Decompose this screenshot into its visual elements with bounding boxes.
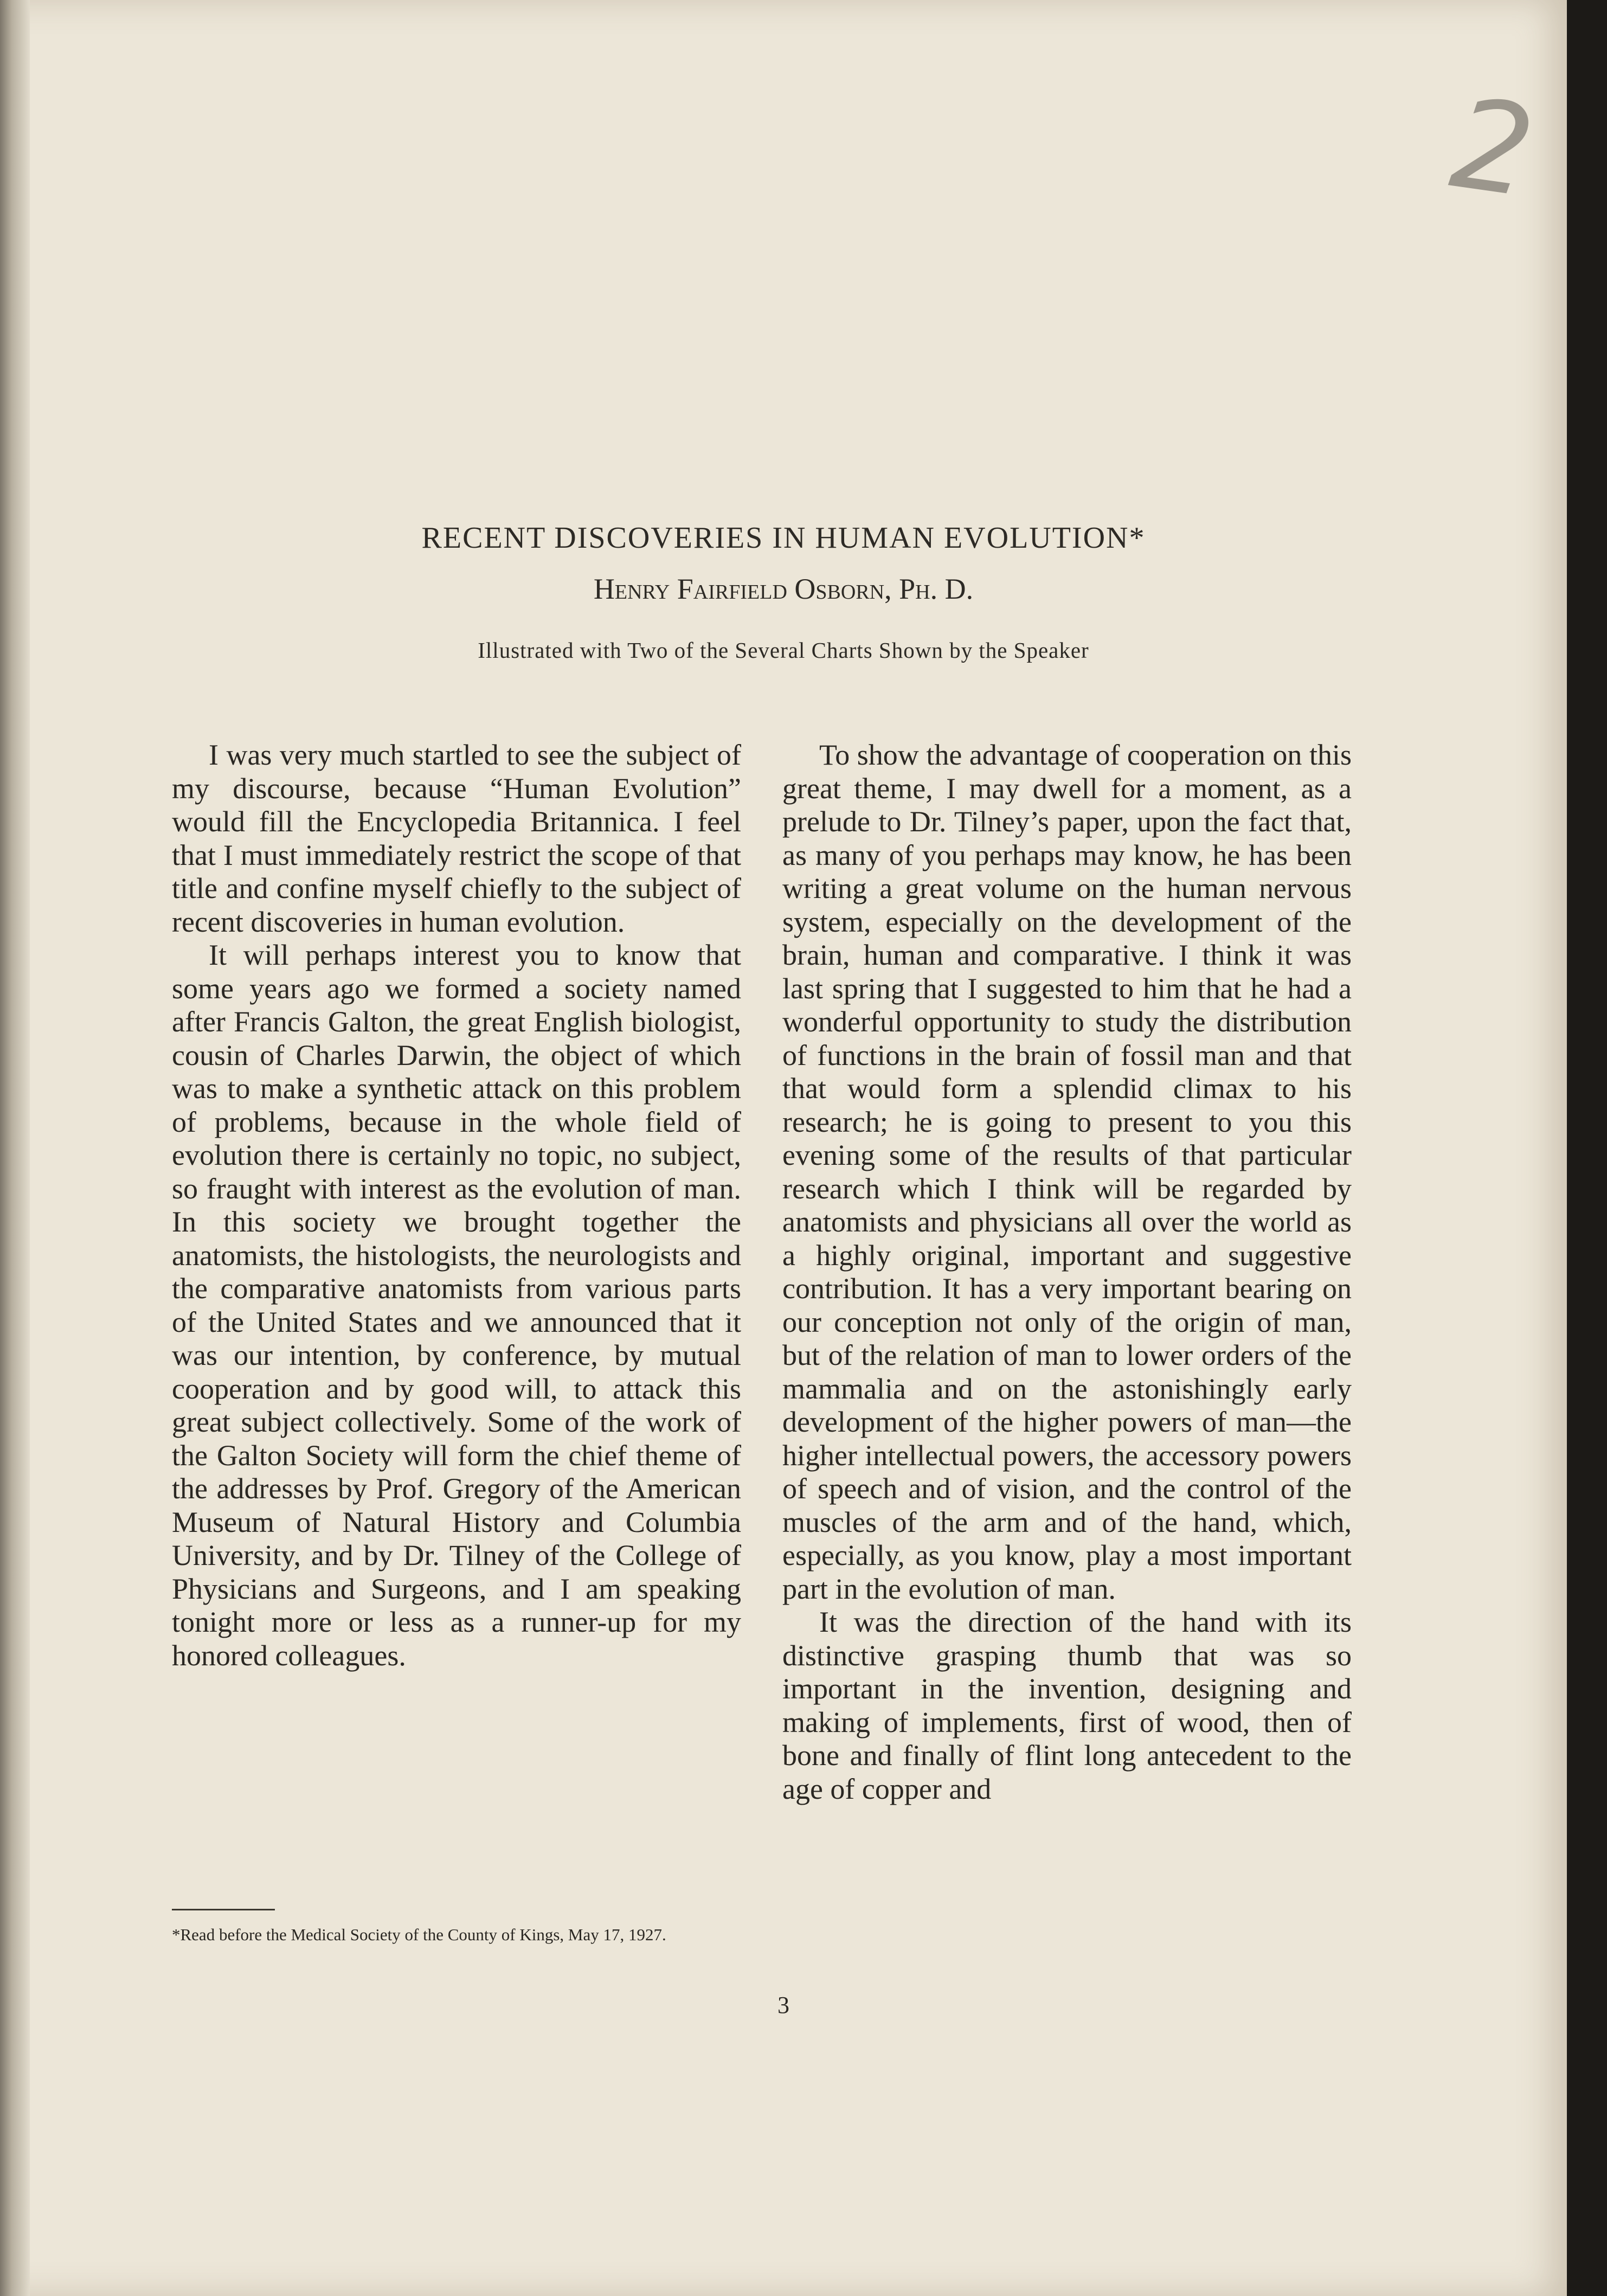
page-number: 3 [777, 1992, 789, 2018]
paragraph: It was the direction of the hand with its distinctive grasping thumb that was so important in the invention, designing and making of implements, first of wood, then of bone and finally of flint long antecedent to the age of copper and [782, 1606, 1352, 1805]
pencil-page-mark: 2 [1443, 71, 1542, 226]
left-text-column [172, 739, 741, 1672]
paragraph: It will perhaps interest you to know that some years ago we formed a society named after Francis Galton, the great English biologist, cousin of Charles Darwin, the object of which was to make a synthetic attack on this problem of problems, because in the whole field of evolution there is certainly no topic, no subject, so fraught with interest as the evolution of man. In this society we brought together the anatomists, the histologists, the neurologists and the comparative anatomists from various parts of the United States and we announced that it was our intention, by conference, by mutual cooperation and by good will, to attack this great subject collectively. Some of the work of the Galton Society will form the chief theme of the addresses by Prof. Gregory of the American Museum of Natural History and Columbia University, and by Dr. Tilney of the College of Physicians and Surgeons, and I am speaking tonight more or less as a runner-up for my honored colleagues. [172, 939, 741, 1672]
footnote [172, 1922, 741, 1947]
footnote-text: *Read before the Medical Society of the County of Kings, May 17, 1927. [172, 1925, 666, 1944]
footnote-divider [172, 1909, 275, 1910]
binding-spine [0, 0, 30, 2296]
paragraph: To show the advantage of cooperation on this great theme, I may dwell for a moment, as a prelude to Dr. Tilney’s paper, upon the fact that, as many of you perhaps may know, he has been writing a great volume on the human nervous system, especially on the development of the brain, human and comparative. I think it was last spring that I suggested to him that he had a wonderful opportunity to study the distribution of functions in the brain of fossil man and that that would form a splendid climax to his research; he is going to present to you this evening some of the results of that particular research which I think will be regarded by anatomists and physicians all over the world as a highly original, important and suggestive contribution. It has a very important bearing on our conception not only of the origin of man, but of the relation of man to lower orders of the mammalia and on the astonishingly early development of the higher powers of man—the higher intellectual powers, the accessory powers of speech and of vision, and the control of the muscles of the arm and of the hand, which, especially, as you know, play a most important part in the evolution of man. [782, 739, 1352, 1605]
illustration-note: Illustrated with Two of the Several Charts Shown by the Speaker [478, 638, 1089, 663]
paragraph: I was very much startled to see the subject of my discourse, because “Human Evolution” would fill the Encyclopedia Britannica. I feel that I must immediately restrict the scope of that title and confine myself chiefly to the subject of recent discoveries in human evolution. [172, 739, 741, 938]
right-text-column [782, 739, 1352, 1806]
article-title: RECENT DISCOVERIES IN HUMAN EVOLUTION* [421, 521, 1146, 555]
article-author: Henry Fairfield Osborn, Ph. D. [593, 573, 974, 605]
